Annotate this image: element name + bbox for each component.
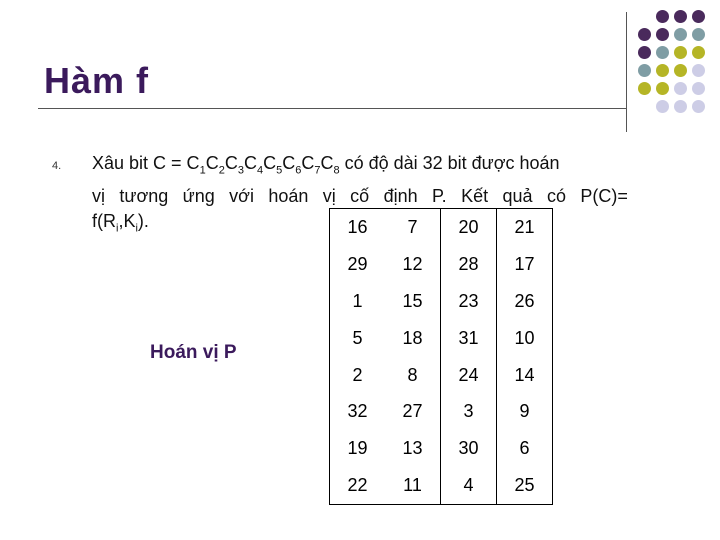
decorative-dot — [656, 46, 669, 59]
decorative-dot — [674, 46, 687, 59]
table-cell: 15 — [385, 283, 441, 320]
table-cell: 21 — [514, 216, 535, 237]
decorative-dot-grid — [638, 10, 720, 120]
table-cell: 25 — [514, 475, 535, 496]
paragraph-word: cố — [350, 185, 370, 206]
decorative-dot — [638, 82, 651, 95]
paragraph-word: với — [229, 185, 254, 206]
table-row — [330, 393, 553, 430]
table-row — [330, 246, 553, 283]
table-cell: 20 — [441, 209, 497, 246]
list-item-number: 4. — [52, 160, 62, 172]
decorative-dot — [674, 64, 687, 77]
paragraph-word: ứng — [182, 185, 215, 206]
slide-title: Hàm f — [44, 60, 150, 101]
table-cell: 27 — [385, 393, 441, 430]
table-cell: 6 — [519, 438, 530, 459]
table-row — [330, 320, 553, 357]
table-cell: 31 — [441, 320, 497, 357]
decorative-dot — [692, 100, 705, 113]
table-cell: 7 — [385, 209, 441, 246]
table-cell: 8 — [385, 357, 441, 394]
decorative-dot — [692, 64, 705, 77]
paragraph-line-2 — [92, 184, 628, 209]
table-cell: 30 — [441, 430, 497, 467]
decorative-dot — [656, 28, 669, 41]
paragraph-line-1: Xâu bit $C = C_1C_2C_3C_4C_5C_6C_7C_8$ có độ dài 32 bit được hoán — [92, 153, 560, 177]
paragraph-word: có — [546, 185, 566, 206]
decorative-dot — [638, 64, 651, 77]
paragraph-word: định — [383, 185, 418, 206]
table-cell: 11 — [385, 467, 441, 504]
decorative-dot — [692, 46, 705, 59]
table-cell: 22 — [347, 475, 368, 496]
decorative-dot — [656, 100, 669, 113]
decorative-dot — [638, 28, 651, 41]
title-underline — [38, 108, 626, 109]
table-cell: 19 — [347, 438, 368, 459]
vertical-rule — [626, 12, 627, 132]
table-cell: 1 — [352, 290, 363, 311]
table-cell: 18 — [385, 320, 441, 357]
table-cell: 12 — [385, 246, 441, 283]
table-cell: 13 — [385, 430, 441, 467]
table-cell: 5 — [352, 327, 363, 348]
paragraph-word: P(C)= — [580, 185, 628, 206]
decorative-dot — [674, 28, 687, 41]
table-cell: 17 — [514, 253, 535, 274]
paragraph-word: Kết — [461, 185, 489, 206]
table-cell: 9 — [519, 401, 530, 422]
decorative-dot — [674, 82, 687, 95]
table-row — [330, 430, 553, 467]
paragraph-word: hoán — [268, 185, 309, 206]
decorative-dot — [656, 10, 669, 23]
decorative-dot — [692, 10, 705, 23]
paragraph-word: vị — [322, 185, 336, 206]
table-cell: 29 — [347, 253, 368, 274]
table-row — [330, 357, 553, 394]
table-cell: 32 — [347, 401, 368, 422]
table-row — [330, 467, 553, 504]
table-cell: 28 — [441, 246, 497, 283]
paragraph-word: P. — [432, 185, 447, 206]
decorative-dot — [674, 100, 687, 113]
decorative-dot — [692, 82, 705, 95]
table-row — [330, 209, 553, 246]
table-row — [330, 283, 553, 320]
permutation-label: Hoán vị P — [150, 342, 237, 363]
decorative-dot — [692, 28, 705, 41]
paragraph-word: tương — [119, 185, 169, 206]
permutation-table — [329, 208, 553, 505]
table-cell: 16 — [347, 216, 368, 237]
paragraph-word: vị — [92, 185, 105, 206]
table-cell: 10 — [514, 327, 535, 348]
table-cell: 23 — [441, 283, 497, 320]
table-cell: 3 — [441, 393, 497, 430]
table-cell: 4 — [441, 467, 497, 504]
table-cell: 24 — [441, 357, 497, 394]
decorative-dot — [656, 64, 669, 77]
decorative-dot — [656, 82, 669, 95]
paragraph-word: quả — [502, 185, 533, 206]
table-cell: 14 — [514, 364, 535, 385]
table-cell: 2 — [352, 364, 363, 385]
decorative-dot — [674, 10, 687, 23]
paragraph-line-3: $f(R_i,K_i)$. — [92, 210, 149, 235]
table-cell: 26 — [514, 290, 535, 311]
decorative-dot — [638, 46, 651, 59]
